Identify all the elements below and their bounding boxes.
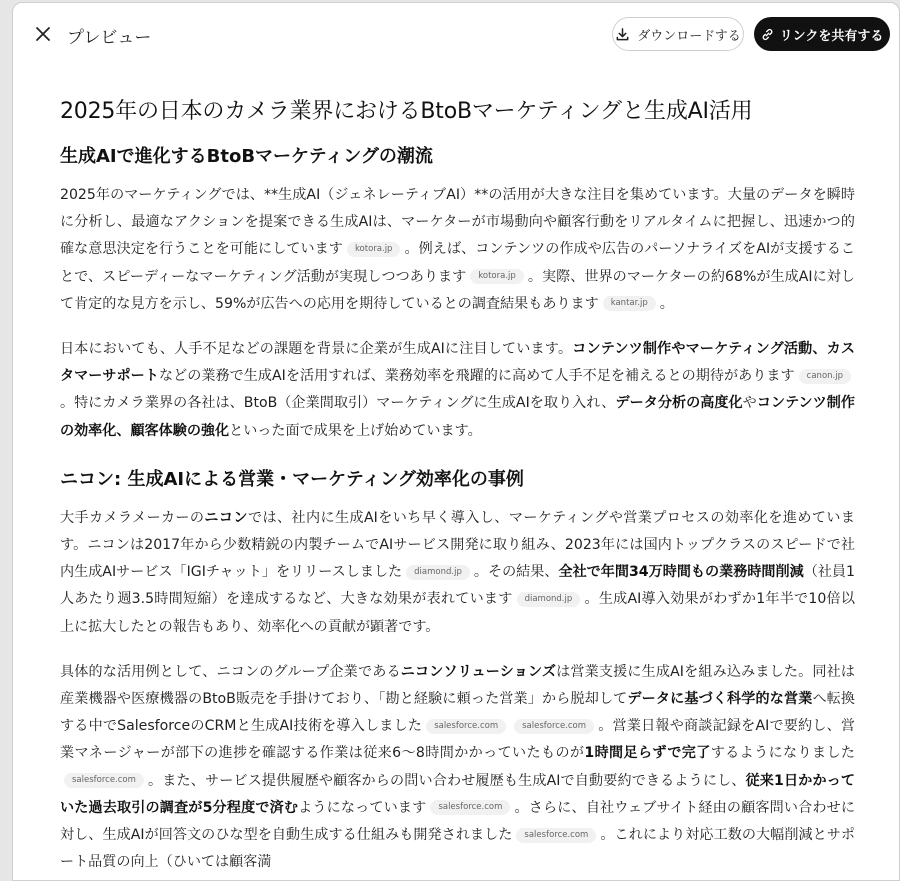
- header-title: プレビュー: [67, 28, 152, 48]
- preview-header: [13, 3, 899, 67]
- paragraph: [60, 659, 855, 877]
- text: では、社内に生成AIをいち早く導入し、マーケティングや営業プロセスの効率化を進めています。ニコンは2017年から少数精鋭の内製チームでAIサービス開発に取り組み、2023年には国内トップクラスのスピードで社内生成AIサービス「IGIチャット」をリリースしました: [60, 509, 856, 581]
- text: 。特にカメラ業界の各社は、BtoB（企業間取引）マーケティングに生成AIを取り入れ、: [60, 395, 616, 412]
- text: するようになりました: [710, 745, 855, 762]
- text: （社員1人あたり週3.5時間短縮）を達成するなど、大きな効果が表れています: [60, 564, 856, 608]
- text: は営業支援に生成AIを組み込みました。同社は産業機器や医療機器のBtoB販売を手掛けており、「勘と経験に頼った営業」から脱却して: [60, 663, 856, 708]
- preview-panel: [12, 2, 900, 881]
- bold-text: ニコンソリューションズ: [400, 663, 557, 680]
- paragraph: [60, 505, 855, 641]
- text: 。生成AI導入効果がわずか1年半で10倍以上に拡大したとの報告もあり、効率化への貢献が顕著です。: [60, 591, 855, 635]
- text: 。また、サービス提供履歴や顧客からの問い合わせ履歴も生成AIで自動要約できるようにし、: [147, 772, 746, 789]
- text: 大手カメラメーカーの: [60, 509, 205, 526]
- paragraph: [60, 182, 855, 318]
- text: や: [742, 395, 757, 412]
- citation-chip[interactable]: kotora.jp: [347, 242, 401, 257]
- close-button[interactable]: [31, 22, 55, 46]
- citation-chip[interactable]: salesforce.com: [64, 773, 144, 788]
- bold-text: データ分析の高度化: [615, 395, 743, 412]
- text: 。: [659, 295, 674, 312]
- bold-text: コンテンツ制作やマーケティング活動、カスタマーサポート: [60, 341, 855, 385]
- citation-chip[interactable]: diamond.jp: [517, 592, 581, 607]
- citation-chip[interactable]: canon.jp: [799, 369, 851, 384]
- citation-chip[interactable]: salesforce.com: [516, 828, 596, 843]
- text: 具体的な活用例として、ニコンのグループ企業である: [60, 663, 401, 680]
- download-button[interactable]: [612, 17, 744, 51]
- close-icon: [35, 26, 51, 42]
- text: ようになっています: [298, 799, 427, 816]
- paragraph: [60, 336, 855, 445]
- text: 。これにより対応工数の大幅削減とサポート品質の向上（ひいては顧客満: [60, 827, 855, 871]
- section-heading: ニコン: 生成AIによる営業・マーケティング効率化の事例: [60, 468, 524, 490]
- text: 2025年のマーケティングでは、**生成AI（ジェネレーティブAI）**の活用が大きな注目を集めています。大量のデータを瞬時に分析し、最適なアクションを提案できる生成AIは、マーケターが市場動向や顧客行動をリアルタイムに把握し、迅速かつ的確な意思決定を行うことを可能にしています: [60, 187, 855, 258]
- text: といった面で成果を上げ始めています。: [229, 422, 482, 439]
- text: 。例えば、コンテンツの作成や広告のパーソナライズをAIが支援することで、スピーディーなマーケティング活動が実現しつつあります: [60, 241, 856, 285]
- text: 。営業日報や商談記録をAIで要約し、営業マネージャーが部下の進捗を確認する作業は従来6〜8時間かかっていたものが: [60, 718, 856, 762]
- citation-chip[interactable]: diamond.jp: [406, 565, 470, 580]
- citation-chip[interactable]: salesforce.com: [430, 800, 510, 815]
- text: 。実際、世界のマーケターの約68%が生成AIに対して肯定的な見方を示し、59%が広告への応用を期待しているとの調査結果もあります: [60, 268, 855, 312]
- download-label: ダウンロードする: [637, 28, 741, 44]
- download-icon: [615, 27, 630, 42]
- bold-text: 全社で年間34万時間もの業務時間削減: [558, 564, 804, 581]
- text: 日本においても、人手不足などの課題を背景に企業が生成AIに注目しています。: [60, 341, 573, 358]
- text: 。その結果、: [473, 564, 559, 581]
- citation-chip[interactable]: kantar.jp: [603, 296, 656, 311]
- document-body: [60, 97, 855, 881]
- text: などの業務で生成AIを活用すれば、業務効率を飛躍的に高めて人手不足を補えるとの期待があります: [158, 368, 795, 385]
- bold-text: 1時間足らずで完了: [584, 745, 711, 762]
- bold-text: コンテンツ制作の効率化、顧客体験の強化: [60, 395, 856, 439]
- citation-chip[interactable]: salesforce.com: [426, 719, 506, 734]
- bold-text: 従来1日かかっていた過去取引の調査が5分程度で済む: [60, 772, 856, 816]
- link-icon: [761, 28, 774, 41]
- share-label: リンクを共有する: [779, 28, 884, 44]
- share-link-button[interactable]: [754, 17, 890, 51]
- citation-chip[interactable]: salesforce.com: [514, 719, 594, 734]
- text: へ転換する中でSalesforceのCRMと生成AI技術を導入しました: [60, 691, 856, 735]
- bold-text: ニコン: [204, 509, 248, 526]
- document-title: 2025年の日本のカメラ業界におけるBtoBマーケティングと生成AI活用: [60, 99, 753, 124]
- citation-chip[interactable]: kotora.jp: [470, 269, 524, 284]
- section-heading: 生成AIで進化するBtoBマーケティングの潮流: [60, 146, 433, 167]
- text: 。さらに、自社ウェブサイト経由の顧客問い合わせに対し、生成AIが回答文のひな型を自動生成する仕組みも開発されました: [60, 799, 856, 844]
- bold-text: データに基づく科学的な営業: [627, 691, 813, 708]
